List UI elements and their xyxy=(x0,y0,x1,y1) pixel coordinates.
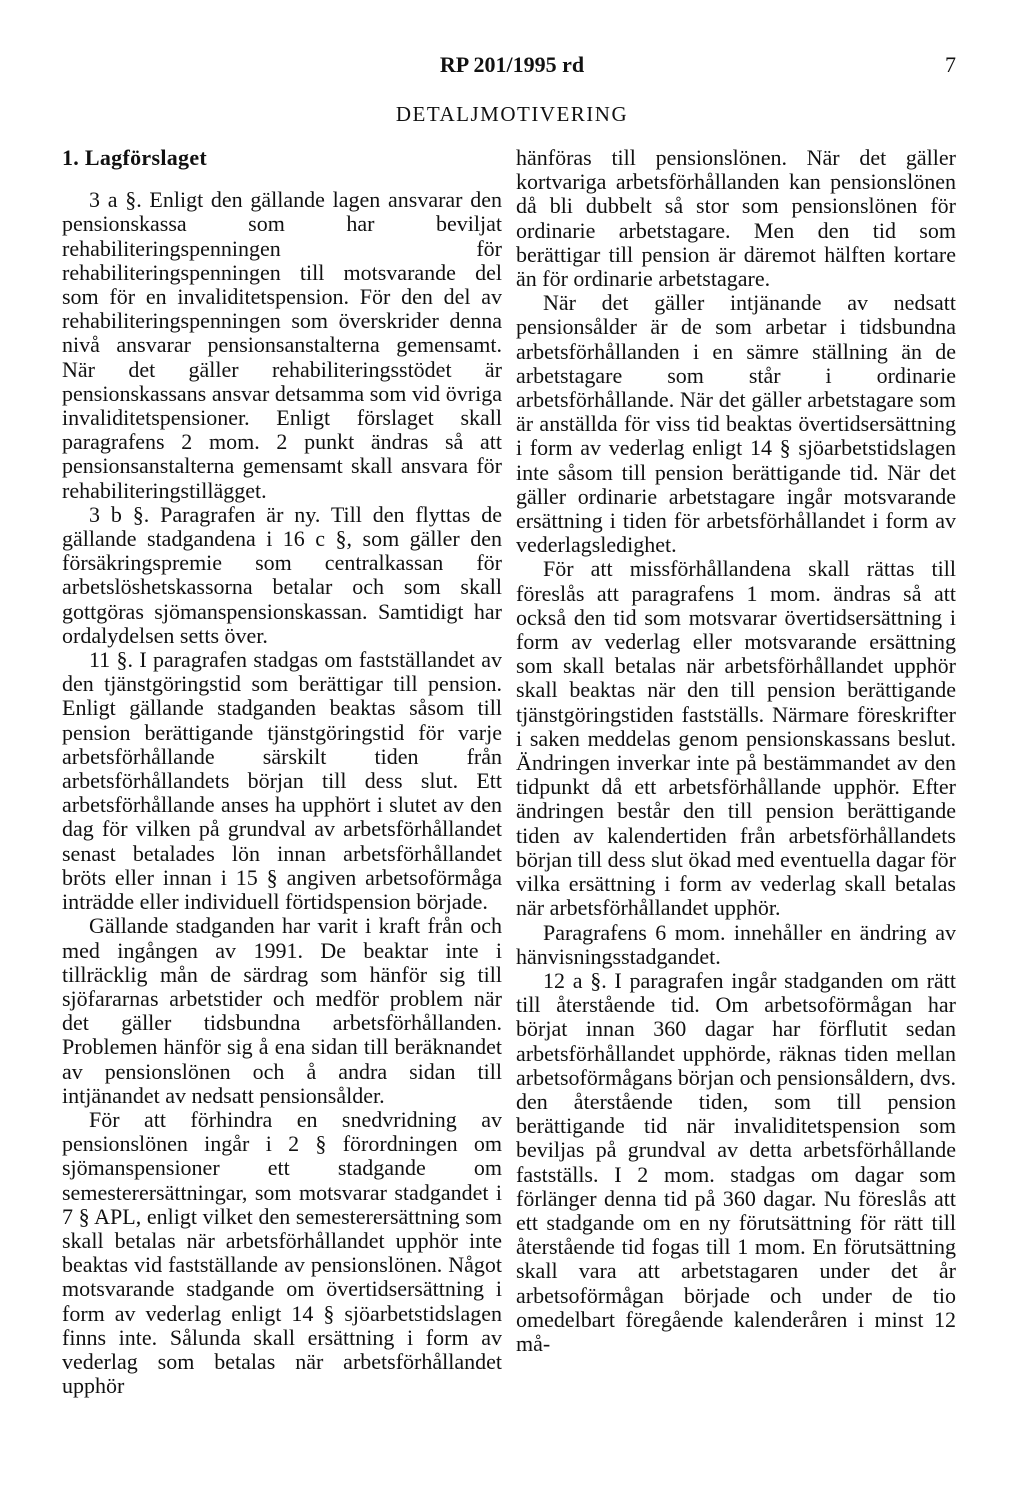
left-column xyxy=(62,146,502,1398)
paragraph: 3 b §. Paragrafen är ny. Till den flyttas de gällande stadgandena i 16 c §, som gäller den försäkringspremie som centralkassan för arbetslöshetskassorna betalar och som skall gottgöras sjömanspensionskassan. Samtidigt har ordalydelsen setts över. xyxy=(62,501,502,648)
paragraph: 12 a §. I paragrafen ingår stadganden om rätt till återstående tid. Om arbetsoförmågan har börjat innan 360 dagar har förflutit sedan arbetsförhållandet upphörde, räknas tiden mellan arbetsoförmågans början och pensionsåldern, dvs. den återstående tiden, som till pension berättigande tid när invaliditetspension som beviljas på grundval av detta arbetsförhållande fastställs. I 2 mom. stadgas om dagar som förlänger denna tid på 360 dagar. Nu föreslås att ett stadgande om en ny förutsättning för rätt till återstående tid fogas till 1 mom. En förutsättning skall vara att arbetstagaren under det år arbetsoförmågan började och under de tio omedelbart föregående kalenderåren i minst 12 må- xyxy=(516,967,956,1356)
running-head: RP 201/1995 rd xyxy=(439,52,585,77)
paragraph: Paragrafens 6 mom. innehåller en ändring av hänvisningsstadgandet. xyxy=(516,919,956,969)
paragraph: 3 a §. Enligt den gällande lagen ansvarar den pensionskassa som har beviljat rehabiliteringspenningen för rehabiliteringspenningen till motsvarande del som för en invaliditetspension. För den del av rehabiliteringspenningen som överskrider denna nivå ansvarar pensionsanstalterna gemensamt. När det gäller rehabiliteringsstödet är pensionskassans ansvar detsamma som vid övriga invaliditetspensioner. Enligt förslaget skall paragrafens 2 mom. 2 punkt ändras så att pensionsanstalterna gemensamt skall ansvara för rehabiliteringstillägget. xyxy=(62,187,502,503)
right-column xyxy=(516,146,956,1356)
paragraph: hänföras till pensionslönen. När det gäller kortvariga arbetsförhållanden kan pensionslönen då bli dubbelt så stor som pensionslönen för ordinarie arbetstagare. Men den tid som berättigar till pension är däremot hälften kortare än för ordinarie arbetstagare. xyxy=(516,145,956,292)
subheading: 1. Lagförslaget xyxy=(62,145,208,170)
paragraph: När det gäller intjänande av nedsatt pensionsålder är de som arbetar i tidsbundna arbetsförhållanden i en sämre ställning än de arbetstagare som står i ordinarie arbetsförhållande. När det gäller arbetstagare som är anställda för viss tid beaktas övertidsersättning i form av vederlag enligt 14 § sjöarbetstidslagen inte såsom till pension berättigande tid. När det gäller ordinarie arbetstagare ingår motsvarande ersättning i tiden för arbetsförhållandet i form av vederlagsledighet. xyxy=(516,290,956,558)
paragraph: 11 §. I paragrafen stadgas om fastställandet av den tjänstgöringstid som berättigar till pension. Enligt gällande stadganden beaktas såsom till pension berättigande tjänstgöringstid för varje arbetsförhållande särskilt tiden från arbetsförhållandets början till dess slut. Ett arbetsförhållande anses ha upphört i slutet av den dag för vilken på grundval av arbetsförhållandet senast betalades lön innan arbetsförhållandet bröts eller innan i 15 § angiven arbetsoförmåga inträdde eller individuell förtidspension började. xyxy=(62,647,502,915)
paragraph: För att förhindra en snedvridning av pensionslönen ingår i 2 § förordningen om sjömanspensioner ett stadgande om semesterersättningar, som motsvarar stadgandet i 7 § APL, enligt vilket den semesterersättning som skall betalas när arbetsförhållandet upphör inte beaktas vid fastställande av pensionslönen. Något motsvarande stadgande om övertidsersättning i form av vederlag enligt 14 § sjöarbetstidslagen finns inte. Sålunda skall ersättning i form av vederlag som betalas när arbetsförhållandet upphör xyxy=(62,1106,502,1399)
section-heading: DETALJMOTIVERING xyxy=(395,102,629,126)
page-number: 7 xyxy=(945,52,956,77)
paragraph: Gällande stadganden har varit i kraft från och med ingången av 1991. De beaktar inte i tillräcklig mån de särdrag som hänför sig till sjöfararnas arbetstider och medför problem när det gäller tidsbundna arbetsförhållanden. Problemen hänför sig å ena sidan till beräknandet av pensionslönen och å andra sidan till intjänandet av nedsatt pensionsålder. xyxy=(62,913,502,1108)
paragraph: För att missförhållandena skall rättas till föreslås att paragrafens 1 mom. ändras så att också den tid som motsvarar övertidsersättning i form av vederlag eller motsvarande ersättning som skall betalas när arbetsförhållandet upphör skall beaktas när den till pension berättigande tjänstgöringstiden fastställs. Närmare föreskrifter i saken meddelas genom pensionskassans beslut. Ändringen inverkar inte på bestämmandet av den tidpunkt då ett arbetsförhållande upphör. Efter ändringen består den till pension berättigande tiden av kalendertiden från arbetsförhållandets början till dess slut ökad med eventuella dagar för vilka ersättning i form av vederlag skall betalas när arbetsförhållandet upphör. xyxy=(516,556,956,921)
